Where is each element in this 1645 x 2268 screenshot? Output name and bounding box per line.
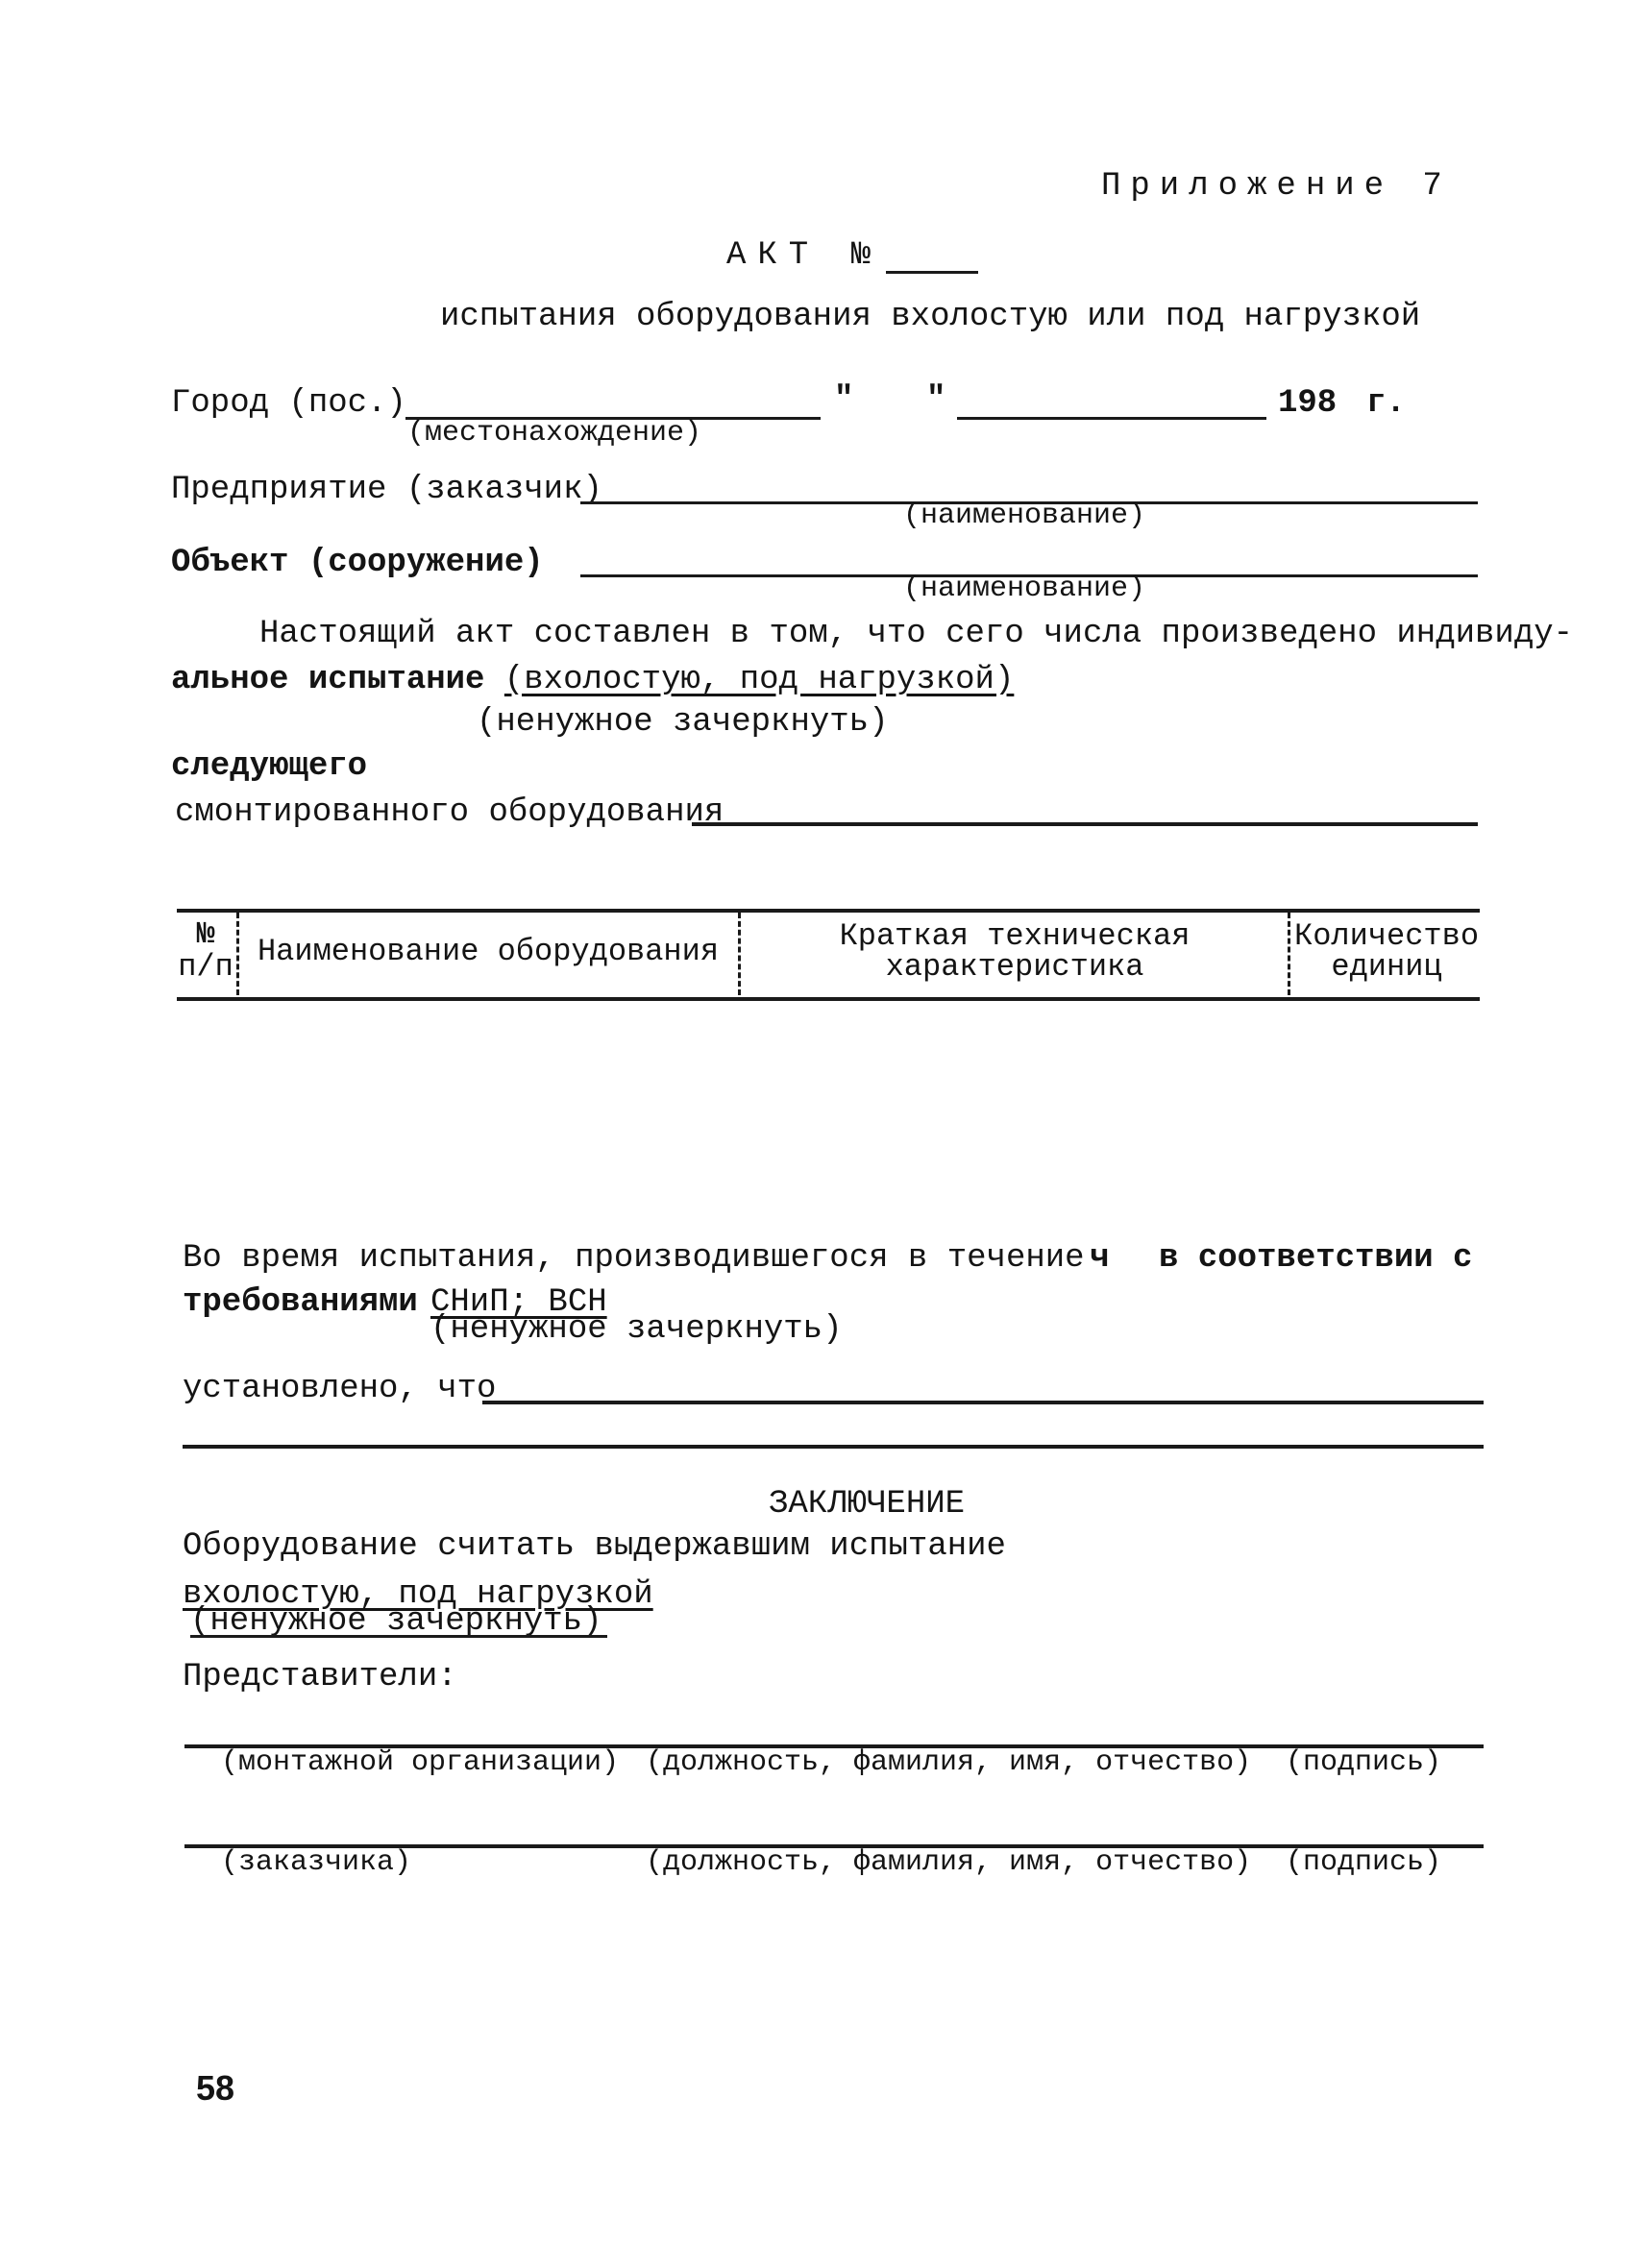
following-label: следующего — [171, 748, 368, 785]
conclusion-options[interactable]: вхолостую, под нагрузкой — [183, 1576, 653, 1613]
date-quote-close: " — [926, 381, 946, 418]
signature-customer-org: (заказчика) — [221, 1846, 412, 1879]
table-header-name: Наименование оборудования — [257, 934, 720, 969]
table-bottom-rule — [177, 997, 1480, 1001]
conclusion-heading: ЗАКЛЮЧЕНИЕ — [769, 1486, 966, 1523]
table-header-num-sign: № — [196, 916, 215, 952]
table-header-qty-2: единиц — [1331, 949, 1442, 985]
act-subtitle: испытания оборудования вхолостую или под нагрузкой — [440, 299, 1421, 335]
table-header-spec-1: Краткая техническая — [839, 918, 1191, 954]
enterprise-label: Предприятие (заказчик) — [171, 472, 602, 508]
established-field-line-2[interactable] — [183, 1445, 1484, 1449]
date-field[interactable] — [957, 417, 1266, 420]
year-prefix: 198 — [1278, 385, 1338, 422]
established-label: установлено, что — [183, 1371, 497, 1407]
compliance-text: в соответствии с — [1159, 1240, 1473, 1277]
signature-contractor-sign: (подпись) — [1286, 1746, 1442, 1779]
signature-customer-sign: (подпись) — [1286, 1846, 1442, 1879]
statement-prefix: альное испытание — [171, 662, 485, 698]
city-label: Город (пос.) — [171, 385, 406, 422]
signature-contractor-person: (должность, фамилия, имя, отчество) — [646, 1746, 1252, 1779]
table-col-divider-2 — [738, 913, 741, 995]
strike-caption-1: (ненужное зачеркнуть) — [477, 704, 889, 741]
appendix-label: Приложение 7 — [1101, 168, 1452, 205]
representatives-label: Представители: — [183, 1659, 457, 1695]
enterprise-caption: (наименование) — [903, 500, 1146, 532]
mounted-equipment-field[interactable] — [692, 822, 1478, 826]
table-header-spec-2: характеристика — [885, 949, 1144, 985]
mounted-equipment-label: смонтированного оборудования — [175, 794, 724, 831]
act-number-field[interactable] — [886, 271, 978, 274]
date-quote-open: " — [834, 381, 854, 418]
table-header-qty-1: Количество — [1293, 918, 1480, 954]
requirements-options[interactable]: СНиП; ВСН — [430, 1284, 607, 1321]
object-label: Объект (сооружение) — [171, 545, 544, 581]
conclusion-text: Оборудование считать выдержавшим испытание — [183, 1528, 1006, 1565]
year-suffix: г. — [1366, 385, 1406, 422]
test-duration-text: Во время испытания, производившегося в течение — [183, 1240, 1085, 1277]
table-header-num-pp: п/п — [178, 949, 233, 985]
hours-unit: ч — [1090, 1240, 1110, 1277]
signature-contractor-org: (монтажной организации) — [221, 1746, 620, 1779]
page-number: 58 — [196, 2068, 235, 2108]
table-col-divider-3 — [1288, 913, 1290, 995]
object-caption: (наименование) — [903, 573, 1146, 605]
act-title: АКТ № — [726, 237, 883, 274]
requirements-label: требованиями — [183, 1284, 418, 1321]
established-field[interactable] — [482, 1401, 1484, 1404]
signature-customer-person: (должность, фамилия, имя, отчество) — [646, 1846, 1252, 1879]
strike-caption-2: (ненужное зачеркнуть) — [430, 1311, 843, 1348]
test-mode-options[interactable]: (вхолостую, под нагрузкой) — [503, 662, 1015, 698]
statement-line-1: Настоящий акт составлен в том, что сего числа произведено индивиду- — [259, 616, 1574, 652]
city-caption: (местонахождение) — [407, 417, 702, 450]
strike-caption-3: (ненужное зачеркнуть) — [190, 1603, 602, 1640]
table-top-rule — [177, 909, 1480, 913]
strike-caption-3-rule — [190, 1635, 607, 1638]
